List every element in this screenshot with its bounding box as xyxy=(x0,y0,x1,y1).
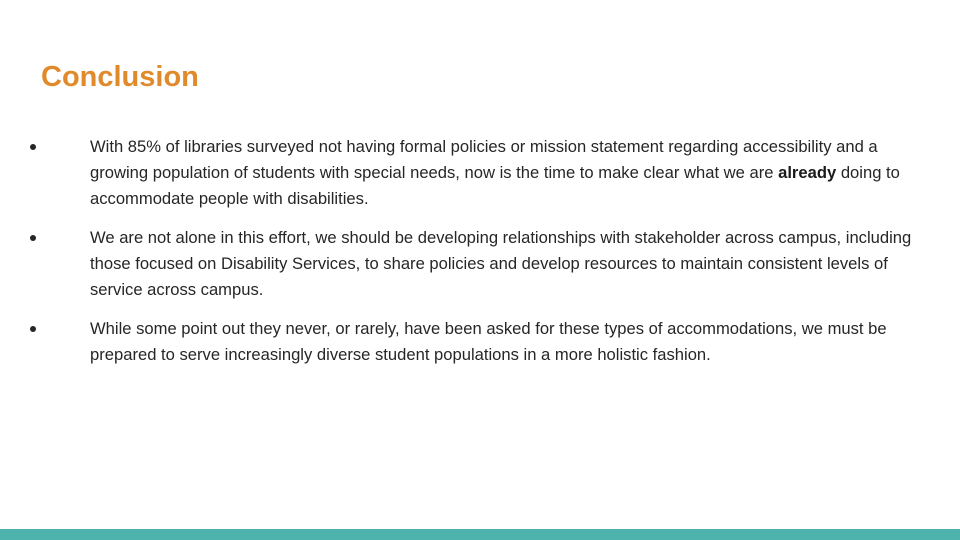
bullet-text-part: With 85% of libraries surveyed not having formal policies or mission statement regarding accessibility and a growing population of students with special needs, now is the time to make clear what we are xyxy=(90,137,878,182)
bullet-text: We are not alone in this effort, we should be developing relationships with stakeholder across campus, including those focused on Disability Services, to share policies and develop resources to maintain consistent levels of service across campus. xyxy=(90,228,912,299)
bullet-item xyxy=(0,225,960,303)
bullet-dot-icon xyxy=(30,235,36,241)
bullet-item xyxy=(0,134,960,212)
bullet-text: While some point out they never, or rarely, have been asked for these types of accommodations, we must be prepared to serve increasingly diverse student populations in a more holistic fashion. xyxy=(90,319,887,364)
bullet-item xyxy=(0,316,960,368)
bullet-text xyxy=(90,137,900,208)
bullet-dot-icon xyxy=(30,326,36,332)
slide-title: Conclusion xyxy=(41,61,199,93)
bullet-text-part: doing to accommodate people with disabilities. xyxy=(90,163,900,208)
footer-accent-bar xyxy=(0,529,960,540)
bullet-emphasis: already xyxy=(778,163,837,182)
bullet-dot-icon xyxy=(30,144,36,150)
bullet-list xyxy=(0,134,960,381)
